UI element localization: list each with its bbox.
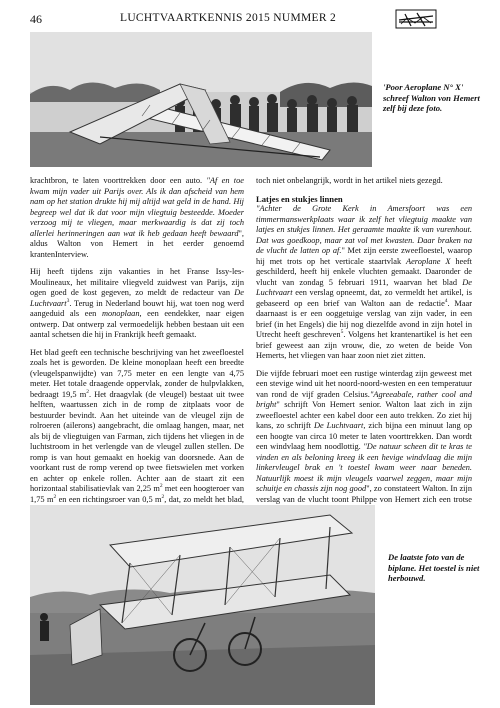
text-run: . Terug in Nederland bouwt hij, wat toen nog werd aangeduid als een (30, 298, 244, 318)
text-run: , dat, zo meldt het blad, (164, 494, 244, 504)
page-number: 46 (30, 12, 42, 26)
text-run: Hij heeft tijdens zijn vakanties in het Franse Issy-les-Moulineaux, het militaire vliegveld zuidwest van Parijs, zijn ogen goed de kost gegeven, zo meldt de redacteur van (30, 267, 244, 297)
bottom-photo-caption: De laatste foto van de biplane. Het toestel is niet herbouwd. (388, 552, 480, 583)
glider-wreck-photo (30, 32, 372, 167)
text-run: krachtbron, te laten voorttrekken door een auto. (30, 176, 207, 185)
quote-run: "Af en toe kwam mijn vader uit Parijs over. Als ik dan afscheid van hem nam op het station drukte hij mij altijd wat geld in de hand. Hij begreep wel dat ik dat voor mijn vliegtuig besteedde. Moeder verzoog mij te vliegen, maar merkwaardig is dat zij toch allerlei herinneringen aan wat ik heb gedaan heeft bewaard (30, 176, 244, 238)
paragraph: toch niet onbelangrijk, wordt in het artikel niets gezegd. (256, 176, 443, 185)
footnote-ref: 4 (444, 297, 448, 304)
paragraph (30, 267, 244, 341)
text-run: , zich bijna een minuut lang op een hoogte van circa 10 meter te laten voorttrekken. Dan wordt een windvlaag hem noodlottig. (256, 421, 472, 451)
publication-title: De Luchtvaart (313, 421, 364, 430)
quote-run: "Achter de Grote Kerk in Amersfoort was een timmermanswerkplaats waar ik zelf het vliegtuig maakte van latjes en stukjes linnen. Het geraamte maakte ik van vurenhout. Dat was goedkoop, maar zat vol met kwasten. Daar braken na de vlucht de latten op af. (256, 204, 472, 255)
footnote-ref: 5 (340, 329, 344, 336)
paragraph (30, 348, 244, 527)
quote-run: "Agreeabale, rather cool and bright (256, 389, 472, 409)
running-head: LUCHTVAARTKENNIS 2015 NUMMER 2 (120, 12, 337, 24)
publication-title: De Luchtvaart (30, 288, 244, 308)
text-run: " Met zijn eerste zweefloestel, waarop hij met trots op het verticale staartvlak (256, 246, 472, 266)
superscript: 2 (86, 388, 89, 395)
publication-title: De Luchtvaart (256, 277, 472, 297)
section-heading: Latjes en stukjes linnen (256, 193, 343, 204)
term-run: Aeroplane X (406, 256, 451, 266)
paragraph (256, 204, 472, 362)
text-run: en een richtingsroer van 0,5 m (56, 494, 162, 504)
text-run: met een hoogteroer van 1,75 m (30, 484, 244, 504)
quote-run: "De natuur scheen dit te kras te vinden en als beloning kreeg ik een hevige windvlaag die mijn linkervleugel brak en 't toestel kwam weer naar beneden. Natuurlijk moest ik mijn vleugels vaarwel zeggen, maar mijn schuitje en chassis zijn nog good (256, 442, 472, 493)
text-run: ", zo constateert Walton. In zijn verslag van de vlucht toont Philppe von Hemert zich een trotse (256, 484, 472, 504)
top-photo-caption: 'Poor Aeroplane N° X' schreef Walton von Hemert zelf bij deze foto. (383, 82, 480, 113)
biplane-photo (30, 505, 375, 705)
text-run: " schrijft Von Hemert senior. Walton laat zich in zijn zweefloestel achter een kabel door een auto trekken. Zo ziet hij kans, zo schrijft (256, 400, 472, 430)
paragraph (256, 369, 472, 516)
text-run: . Maar daarnaast is er een ooggetuige verslag van zijn vader, in een brief (in het Engels) die hij nog diezelfde avond in zijn hotel in Utrecht heeft geschreven (256, 298, 473, 339)
term-run: monoplaan (101, 309, 140, 318)
text-run: . Het draagvlak (de vleugel) bestaat uit twee helften, waartussen zich in de romp de zitplaats voor de bestuurder bevindt. Aan het uiteinde van de vleugel zijn de rolroeren (ailerons) aangebracht, die omlaag hangen, maar, net als bij de vliegtuigen van Farman, zich tijdens het vliegen in de luchtstroom in het verlengde van de vleugel zullen stellen. De romp is van hout gemaakt en hoekig van doorsnede. Aan de voorkant rust de romp verend op twee fietswielen met vorken en achter op enkele rollen. Achter aan de staart zit een horizontaal stabilisatievlak van 2,25 m (30, 389, 244, 493)
left-text-column (30, 176, 244, 526)
text-run: ", aldus Walton von Hemert in het eerder genoemd krantenInterview. (30, 228, 244, 259)
footnote-ref: 3 (66, 297, 70, 304)
text-run: , een eendekker, naar eigen ontwerp. Dat ontwerp zal vermoedelijk hebben bestaan uit een aantal schetsen die hij in Frankrijk heeft gemaakt. (30, 309, 244, 339)
text-run: . Volgens het krantenartikel is het een brief geweest aan zijn vrouw, die, zo weten de beide Von Hemerts, het vliegen van haar zoon niet ziet zitten. (256, 330, 472, 360)
paragraph (30, 176, 244, 260)
superscript: 2 (161, 493, 165, 500)
text-run: Het blad geeft een technische beschrijving van het zweefloestel zoals het is geworden. De kleine monoplaan heeft een breedte (vleugelspanwijdte) van 7,75 meter en een lengte van 4,75 meter. Het totale draagende oppervlak, zonder de hulpvlakken, bedraagt 19,5 m (30, 347, 244, 399)
text-run: heeft geschilderd, heeft hij enkele vluchten gemaakt. Daaronder de vlucht van zondag 5 februari 1911, waarvan het blad (256, 256, 472, 287)
right-text-column (256, 176, 472, 516)
magazine-logo-icon (395, 8, 437, 30)
text-run: een verslag opneemt, dat, zo vermeldt het artikel, is gebaseerd op een brief van Walton aan de redactie (256, 288, 472, 308)
superscript: 2 (53, 493, 57, 500)
superscript: 2 (159, 483, 163, 490)
text-run: Die vijfde februari moet een rustige winterdag zijn geweest met een stevige wind uit het noord-noord-westen en een temperatuur van rond de vijf graden Celsius. (256, 368, 472, 399)
